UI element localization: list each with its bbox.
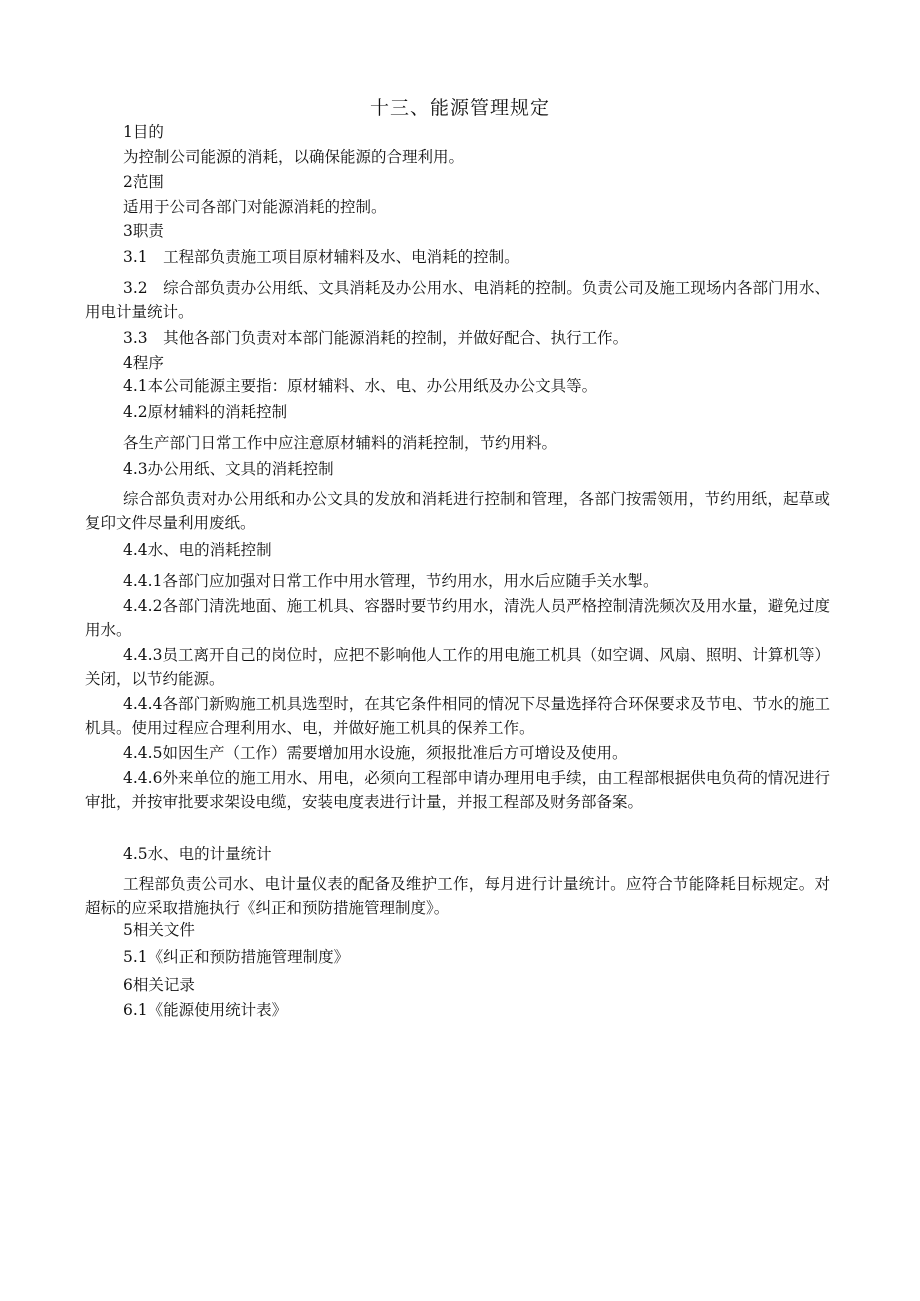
section-6-heading: 6相关记录 (123, 976, 195, 994)
section-3-1: 3.1 工程部负责施工项目原材辅料及水、电消耗的控制。 (123, 248, 520, 266)
section-4-4-3: 4.4.3员工离开自己的岗位时，应把不影响他人工作的用电施工机具（如空调、风扇、照明、计算机等）关闭，以节约能源。 (85, 646, 830, 688)
section-4-5-text: 工程部负责公司水、电计量仪表的配备及维护工作，每月进行计量统计。应符合节能降耗目标规定。对超标的应采取措施执行《纠正和预防措施管理制度》。 (85, 875, 830, 917)
section-2-text: 适用于公司各部门对能源消耗的控制。 (123, 198, 387, 216)
section-4-2-text: 各生产部门日常工作中应注意原材辅料的消耗控制，节约用料。 (123, 434, 558, 452)
section-4-4-5: 4.4.5如因生产（工作）需要增加用水设施，须报批准后方可增设及使用。 (123, 744, 628, 762)
section-1-text: 为控制公司能源的消耗，以确保能源的合理利用。 (123, 148, 465, 166)
section-4-3-text: 综合部负责对办公用纸和办公文具的发放和消耗进行控制和管理，各部门按需领用，节约用纸，起草或复印文件尽量利用废纸。 (85, 490, 830, 532)
section-4-5-heading: 4.5水、电的计量统计 (123, 845, 272, 863)
section-3-3: 3.3 其他各部门负责对本部门能源消耗的控制，并做好配合、执行工作。 (123, 329, 629, 347)
document-title: 十三、能源管理规定 (369, 97, 550, 119)
section-4-4-4: 4.4.4各部门新购施工机具选型时，在其它条件相同的情况下尽量选择符合环保要求及节电、节水的施工机具。使用过程应合理利用水、电，并做好施工机具的保养工作。 (85, 695, 830, 737)
section-4-2-heading: 4.2原材辅料的消耗控制 (123, 403, 288, 421)
section-4-1: 4.1本公司能源主要指：原材辅料、水、电、办公用纸及办公文具等。 (123, 377, 598, 395)
section-4-4-6: 4.4.6外来单位的施工用水、用电，必须向工程部申请办理用电手续，由工程部根据供电负荷的情况进行审批，并按审批要求架设电缆，安装电度表进行计量，并报工程部及财务部备案。 (85, 769, 830, 811)
section-3-2: 3.2 综合部负责办公用纸、文具消耗及办公用水、电消耗的控制。负责公司及施工现场内各部门用水、用电计量统计。 (85, 279, 830, 321)
section-5-1: 5.1《纠正和预防措施管理制度》 (123, 948, 350, 966)
section-4-heading: 4程序 (123, 354, 164, 372)
section-3-heading: 3职责 (123, 222, 164, 240)
section-6-1: 6.1《能源使用统计表》 (123, 1001, 288, 1019)
section-4-3-heading: 4.3办公用纸、文具的消耗控制 (123, 460, 334, 478)
section-5-heading: 5相关文件 (123, 921, 195, 939)
section-1-heading: 1目的 (123, 123, 164, 141)
section-4-4-2: 4.4.2各部门清洗地面、施工机具、容器时要节约用水，清洗人员严格控制清洗频次及用水量，避免过度用水。 (85, 597, 830, 639)
section-4-4-heading: 4.4水、电的消耗控制 (123, 541, 272, 559)
section-4-4-1: 4.4.1各部门应加强对日常工作中用水管理，节约用水，用水后应随手关水掣。 (123, 572, 659, 590)
section-2-heading: 2范围 (123, 173, 164, 191)
